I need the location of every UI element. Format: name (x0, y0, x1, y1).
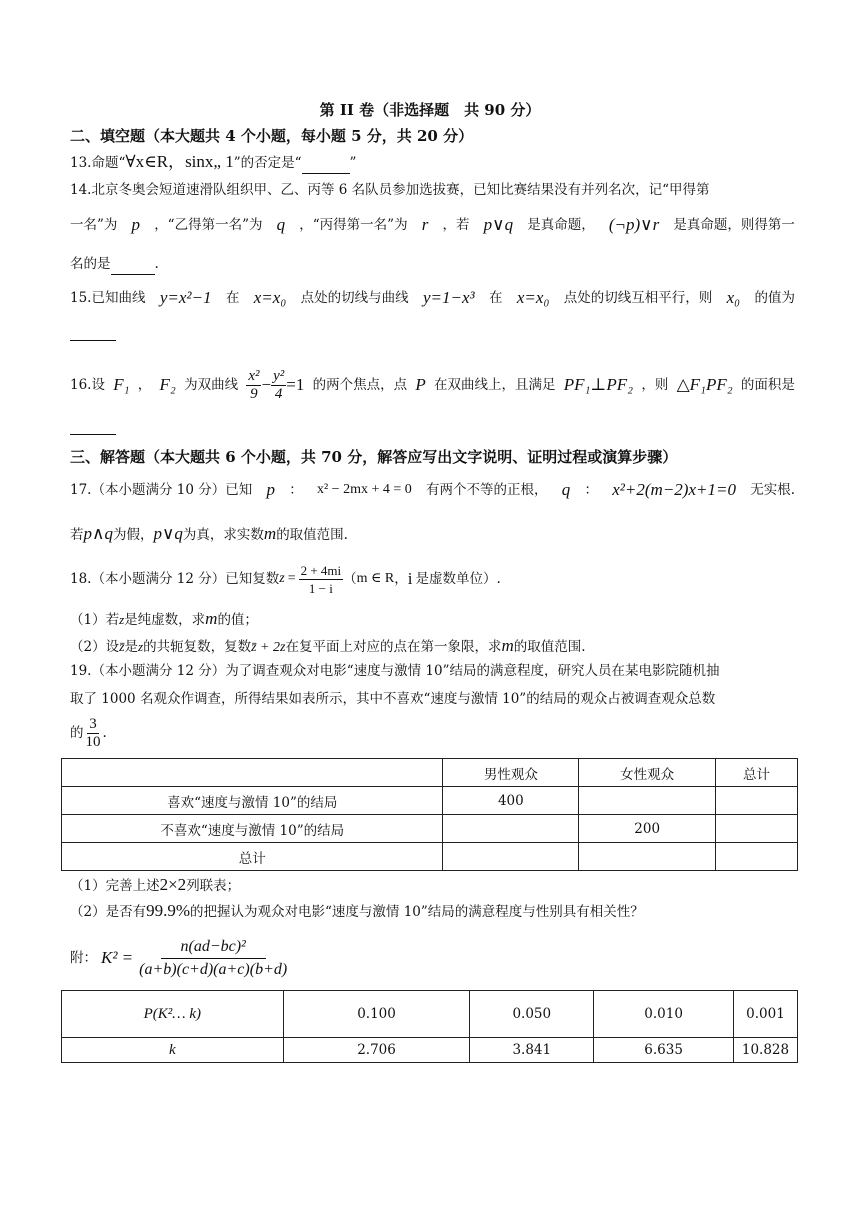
k-squared-fraction (137, 936, 289, 981)
table-cell: 6.635 (594, 1038, 734, 1063)
table-cell: 10.828 (734, 1038, 798, 1063)
table-cell (62, 759, 443, 787)
q18-p1-text-a: （1）若 (70, 612, 120, 628)
question-19-part-2 (70, 901, 795, 922)
q15-curve-1: y=x²−1 (159, 288, 212, 307)
q17-text-i: 的取值范围. (276, 527, 348, 543)
q19-frac-den: 10 (85, 733, 101, 750)
q13-prefix: 13.命题“ (70, 155, 126, 171)
q15-curve-2: y=1−x³ (422, 288, 475, 307)
q19-text-b: . (102, 725, 107, 741)
q15-point-2: x=x₀ (516, 288, 550, 307)
q16-frac-y (271, 368, 286, 403)
table-row (62, 1038, 798, 1063)
question-18-part-1 (70, 609, 795, 630)
q14-text-g: 名的是 (70, 256, 111, 272)
q15-point-1: x=x₀ (253, 288, 287, 307)
q16-F2: F₂ (159, 375, 176, 394)
question-16 (70, 368, 795, 402)
q19-p1-2x2: 2×2 (159, 875, 187, 894)
critical-value-table (61, 990, 798, 1063)
q19-p2-text-b: 的把握认为观众对电影“速度与激情 10”结局的满意程度与性别具有相关性？ (190, 904, 644, 920)
table-cell (716, 787, 798, 815)
k-squared-denominator: (a+b)(c+d)(a+c)(b+d) (139, 960, 288, 978)
q19-p1-text-b: 列联表； (186, 878, 241, 894)
q14-p: p (131, 215, 141, 234)
section-heading-fill-in: 二、填空题（本大题共 4 个小题，每小题 5 分，共 20 分） (70, 127, 474, 145)
table-row-label: 不喜欢“速度与激情 10”的结局 (62, 815, 443, 843)
question-14-line-1: 14.北京冬奥会短道速滑队组织甲、乙、丙等 6 名队员参加选拔赛，已知比赛结果没有并列名次，记“甲得第 (70, 182, 710, 198)
q13-suffix: ”的否定是“ (233, 155, 302, 171)
table-row (62, 759, 798, 787)
q18-text-d: 是虚数单位）. (415, 571, 501, 587)
q16-y2: y² (273, 367, 285, 384)
q16-P: P (415, 375, 426, 394)
q17-colon-2: ： (584, 482, 599, 498)
table-cell: 2.706 (283, 1038, 470, 1063)
q17-p-or-q: p∨q (153, 524, 183, 543)
q18-m-in-R: m ∈ R (356, 571, 395, 586)
q19-p2-text-a: （2）是否有 (70, 904, 147, 920)
q18-p2-expression: z̄ + 2z (251, 640, 286, 655)
q14-text-c: ，“丙得第一名”为 (299, 217, 408, 233)
table-cell (716, 815, 798, 843)
q18-paren: （ (343, 571, 357, 587)
question-18-part-2 (70, 636, 795, 658)
q18-p2-text-e: 的取值范围. (513, 639, 586, 655)
table-row-label: P(K²… k) (62, 991, 284, 1038)
question-19-line-1: 19.（本小题满分 12 分）为了调查观众对电影“速度与激情 10”结局的满意程度，研究人员在某电影院随机抽 (70, 663, 720, 679)
q16-triangle: △F₁PF₂ (676, 375, 733, 394)
q18-p2-text-b: 是 (124, 639, 139, 655)
q18-i: i (407, 569, 413, 588)
answer-blank-14[interactable] (111, 254, 155, 275)
q13-condition: sinx„ 1 (185, 152, 234, 171)
q14-text-a: 一名”为 (70, 217, 118, 233)
q14-text-e: 是真命题， (527, 217, 595, 233)
q17-equation-2: x²+2(m−2)x+1=0 (612, 480, 736, 499)
q16-text-b: 为双曲线 (184, 377, 239, 393)
question-18 (70, 561, 795, 597)
table-cell (716, 843, 798, 871)
q18-p2-text-a: （2）设 (70, 639, 120, 655)
q15-x0: x₀ (726, 288, 741, 307)
q16-text-d: 在双曲线上，且满足 (433, 377, 556, 393)
q16-perp: PF₁⊥PF₂ (563, 375, 634, 394)
q17-m: m (263, 524, 277, 543)
contingency-table (61, 758, 798, 871)
appendix-label: 附： (70, 950, 97, 966)
q17-text-f: 若 (70, 527, 84, 543)
q16-text-c: 的两个焦点，点 (312, 377, 408, 393)
table-cell (443, 815, 579, 843)
q19-frac-num: 3 (89, 715, 97, 732)
q17-p-and-q: p∧q (83, 524, 113, 543)
table-header-male: 男性观众 (443, 759, 579, 787)
question-17-line-1 (70, 480, 795, 500)
q15-text-b: 在 (225, 290, 240, 306)
q17-q: q (561, 480, 571, 499)
q18-numerator: 2 + 4mi (300, 562, 342, 578)
q17-equation-1: x² − 2mx + 4 = 0 (316, 482, 412, 497)
q15-text-f: 的值为 (754, 290, 795, 306)
q16-9: 9 (250, 385, 258, 402)
table-header-total: 总计 (716, 759, 798, 787)
table-row (62, 843, 798, 871)
q16-text-e: ，则 (641, 377, 669, 393)
q18-p1-z: z (119, 612, 125, 627)
q15-text-e: 点处的切线互相平行，则 (563, 290, 713, 306)
table-row (62, 991, 798, 1038)
answer-blank-15[interactable] (70, 326, 116, 341)
section-heading-solutions: 三、解答题（本大题共 6 个小题，共 70 分，解答应写出文字说明、证明过程或演算步骤） (70, 448, 678, 466)
table-cell (443, 843, 579, 871)
question-17-line-2 (70, 524, 795, 545)
table-row-label: 喜欢“速度与激情 10”的结局 (62, 787, 443, 815)
q16-minus: − (261, 375, 272, 394)
q17-colon-1: ： (289, 482, 303, 498)
q18-text-a: 18.（本小题满分 12 分）已知复数 (70, 571, 280, 587)
q18-p1-m: m (205, 609, 218, 628)
q13-end: ” (349, 155, 357, 171)
q17-text-e: 无实根. (750, 482, 795, 498)
q14-q: q (276, 215, 286, 234)
formula-appendix (70, 932, 795, 984)
question-19-part-1 (70, 875, 795, 896)
q16-sep: ， (137, 377, 152, 393)
q19-p1-text-a: （1）完善上述 (70, 878, 160, 894)
table-row (62, 787, 798, 815)
question-15 (70, 288, 795, 308)
table-cell (579, 787, 716, 815)
q16-frac-x (246, 368, 261, 403)
answer-blank-16[interactable] (70, 420, 116, 435)
q18-p1-text-c: 的值； (217, 612, 258, 628)
q14-p-or-q: p∨q (483, 215, 514, 234)
table-cell: 0.010 (594, 991, 734, 1038)
q19-p2-percent: 99.9% (146, 901, 191, 920)
question-13 (70, 152, 795, 174)
table-cell (579, 843, 716, 871)
q14-text-d: ，若 (442, 217, 470, 233)
q18-p2-z: z (138, 639, 144, 654)
q18-fraction (299, 562, 344, 597)
table-row-label: 总计 (62, 843, 443, 871)
answer-blank-13[interactable] (302, 153, 350, 174)
table-cell: 3.841 (470, 1038, 594, 1063)
k-squared-numerator: n(ad−bc)² (161, 936, 266, 959)
table-cell: 0.100 (283, 991, 470, 1038)
q15-text-a: 15.已知曲线 (70, 290, 146, 306)
table-cell: 0.001 (734, 991, 798, 1038)
q16-x2: x² (248, 367, 260, 384)
question-14-line-3 (70, 254, 795, 275)
q14-text-b: ，“乙得第一名”为 (154, 217, 263, 233)
question-14-line-2 (70, 215, 795, 235)
q16-text-a: 16.设 (70, 377, 105, 393)
q17-text-h: 为真，求实数 (182, 527, 264, 543)
q18-p2-zbar: z̄ (119, 640, 125, 655)
q16-eq1: =1 (286, 375, 305, 394)
table-row-label: k (62, 1038, 284, 1063)
q16-text-f: 的面积是 (740, 377, 795, 393)
table-header-female: 女性观众 (579, 759, 716, 787)
page-title: 第 II 卷（非选择题 共 90 分） (319, 101, 541, 119)
table-cell: 0.050 (470, 991, 594, 1038)
q16-hyperbola (246, 368, 304, 403)
q19-text-a: 的 (70, 725, 84, 741)
table-row (62, 815, 798, 843)
q17-text-a: 17.（本小题满分 10 分）已知 (70, 482, 253, 498)
q14-text-h: . (154, 256, 159, 272)
q18-comma: ， (394, 571, 408, 587)
q17-text-c: 有两个不等的正根， (426, 482, 548, 498)
q16-4: 4 (274, 385, 283, 402)
q17-p: p (266, 480, 275, 499)
q18-p2-text-c: 的共轭复数，复数 (143, 639, 252, 655)
q15-text-c: 点处的切线与曲线 (300, 290, 409, 306)
q18-z: z (279, 571, 285, 586)
q19-fraction (84, 716, 103, 751)
q18-equals: = (287, 571, 296, 586)
q16-F1: F₁ (113, 375, 130, 394)
q13-forall: ∀x∈R， (125, 152, 186, 171)
question-19-line-3 (70, 714, 795, 752)
q17-text-g: 为假， (112, 527, 154, 543)
question-19-line-2: 取了 1000 名观众作调查，所得结果如表所示，其中不喜欢“速度与激情 10”的结局的观众占被调查观众总数 (70, 691, 716, 707)
q18-p2-text-d: 在复平面上对应的点在第一象限，求 (285, 639, 502, 655)
table-cell: 200 (579, 815, 716, 843)
q18-p2-m: m (501, 636, 514, 655)
q14-not-p-or-r: (¬p)∨r (608, 215, 660, 234)
table-cell: 400 (443, 787, 579, 815)
q18-denominator: 1 − i (308, 580, 333, 596)
q15-text-d: 在 (489, 290, 503, 306)
q14-r: r (421, 215, 429, 234)
k-squared-label: K² = (101, 948, 134, 967)
q18-p1-text-b: 是纯虚数，求 (124, 612, 206, 628)
q14-text-f: 是真命题，则得第一 (673, 217, 795, 233)
